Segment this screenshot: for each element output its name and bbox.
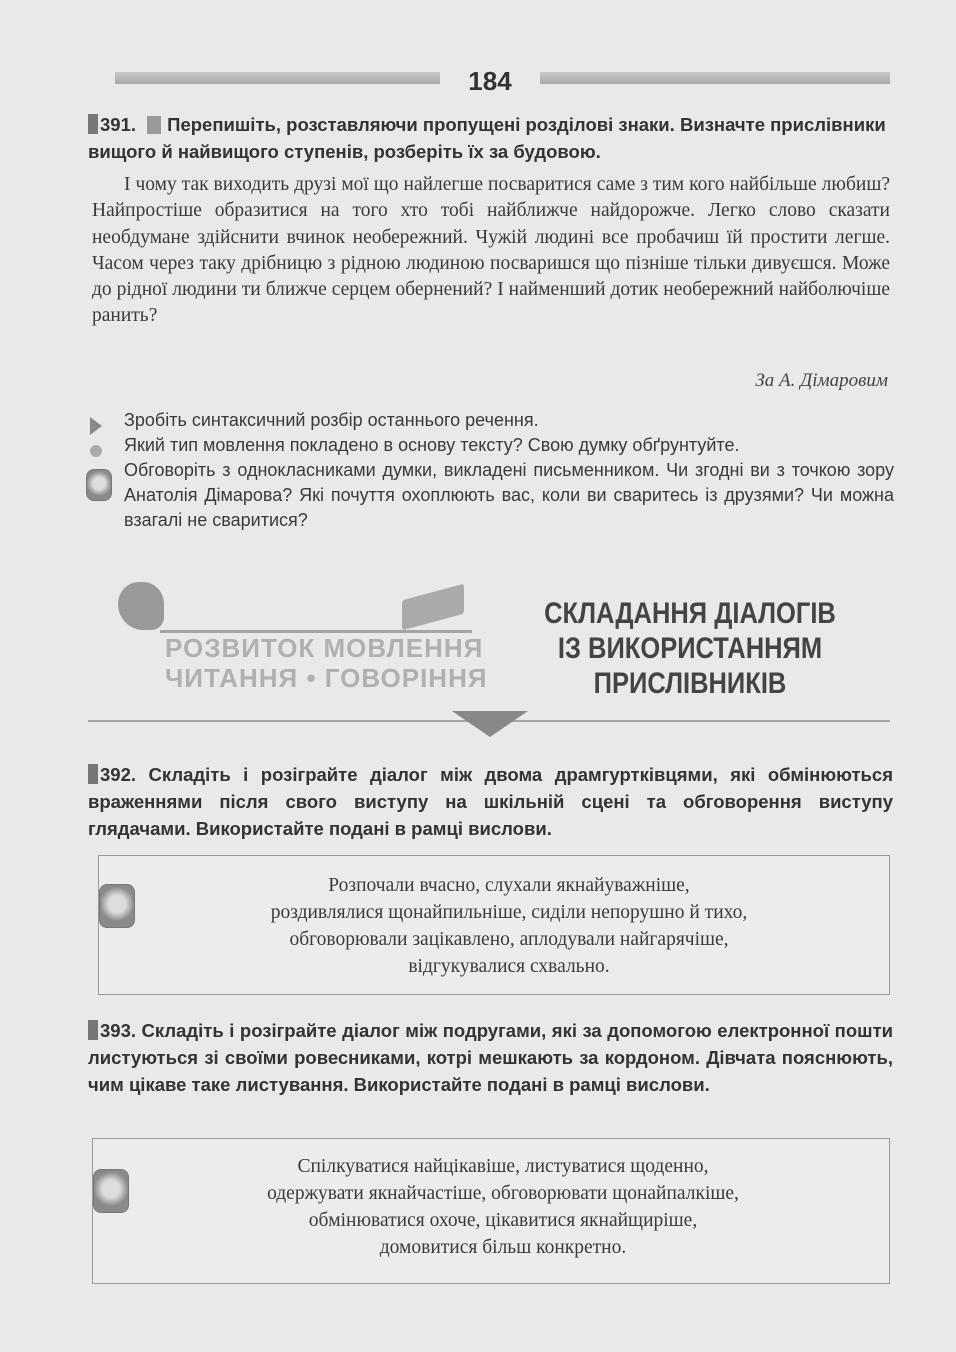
- box-line: Спілкуватися найцікавіше, листуватися щоденно,: [297, 1156, 709, 1177]
- box-line: одержувати якнайчастіше, обговорювати щонайпалкіше,: [267, 1183, 739, 1204]
- box-line: роздивлялися щонайпильніше, сиділи непорушно й тихо,: [270, 902, 748, 923]
- title-line-2: ІЗ ВИКОРИСТАННЯМ: [557, 632, 823, 665]
- discussion-icon: [86, 469, 112, 501]
- question-icons: [86, 405, 114, 501]
- dot-icon: [90, 445, 102, 457]
- pen-icon: [147, 116, 161, 134]
- expressions-box-393: [92, 1138, 890, 1284]
- book-icon: [402, 584, 464, 631]
- questions: [124, 408, 894, 533]
- title-line-1: СКЛАДАННЯ ДІАЛОГІВ: [544, 597, 836, 630]
- question-2: Який тип мовлення покладено в основу тексту? Свою думку обґрунтуйте.: [124, 435, 740, 455]
- exercise-393-task: [88, 1017, 893, 1098]
- rubric-line-2: ЧИТАННЯ • ГОВОРІННЯ: [165, 663, 488, 693]
- box-line: обговорювали зацікавлено, аплодували найгарячіше,: [289, 929, 729, 950]
- page-number: 184: [440, 66, 540, 97]
- task-text: Складіть і розіграйте діалог між подругами, які за допомогою електронної пошти листуються зі своїми ровесниками, котрі мешкають за кордоном. Дівчата пояснюють, чим цікаве таке листування. Використайте подані в рамці вислови.: [88, 1020, 893, 1095]
- exercise-marker-icon: [88, 114, 98, 134]
- triangle-marker-icon: [452, 711, 528, 737]
- attribution: За А. Дімаровим: [755, 370, 888, 391]
- exercise-number: 393.: [100, 1020, 137, 1041]
- box-line: Розпочали вчасно, слухали якнайуважніше,: [328, 875, 690, 896]
- exercise-391-text: І чому так виходить друзі мої що найлегше посваритися саме з тим кого найбільше любиш? Найпростіше образитися на того хто тобі найближче найдорожче. Легко слово сказати необдумане здійснити вчинок необережний. Чужій людині все пробачиш їй простити легше. Часом через таку дрібницю з рідною людиною посваришся що пізніше тільки дивуєшся. Може до рідної людини ти ближче серцем обернений? І найменший дотик необережний найболючіше ранить?: [92, 174, 890, 327]
- exercise-391-task: [88, 111, 893, 165]
- box-line: відгукувалися схвально.: [408, 956, 610, 977]
- task-text: Перепишіть, розставляючи пропущені розділові знаки. Визначте прислівники вищого й найвищого ступенів, розберіть їх за будовою.: [88, 114, 886, 162]
- discussion-icon: [99, 884, 135, 928]
- title-line-3: ПРИСЛІВНИКІВ: [593, 667, 787, 700]
- box-line: домовитися більш конкретно.: [379, 1237, 627, 1258]
- exercise-marker-icon: [88, 1020, 98, 1040]
- rubric-line-1: РОЗВИТОК МОВЛЕННЯ: [165, 633, 484, 663]
- question-3: Обговоріть з однокласниками думки, викладені письменником. Чи згодні ви з точкою зору Анатолія Дімарова? Які почуття охоплюють вас, коли ви сваритесь із друзями? Чи можна взагалі не сваритися?: [124, 460, 894, 530]
- exercise-392-task: [88, 761, 893, 842]
- rubric: [165, 633, 488, 693]
- box-line: обмінюватися охоче, цікавитися якнайщиріше,: [308, 1210, 698, 1231]
- discussion-icon: [93, 1169, 129, 1213]
- exercise-marker-icon: [88, 764, 98, 784]
- question-1: Зробіть синтаксичний розбір останнього речення.: [124, 410, 539, 430]
- bird-icon: [118, 582, 164, 630]
- exercise-number: 391.: [100, 114, 137, 135]
- task-text: Складіть і розіграйте діалог між двома драмгуртківцями, які обмінюються враженнями після свого виступу на шкільній сцені та обговорення виступу глядачами. Використайте подані в рамці вислови.: [88, 764, 894, 839]
- section-title: [520, 596, 860, 701]
- arrow-icon: [90, 417, 102, 435]
- expressions-box-392: [98, 855, 890, 995]
- exercise-number: 392.: [100, 764, 137, 785]
